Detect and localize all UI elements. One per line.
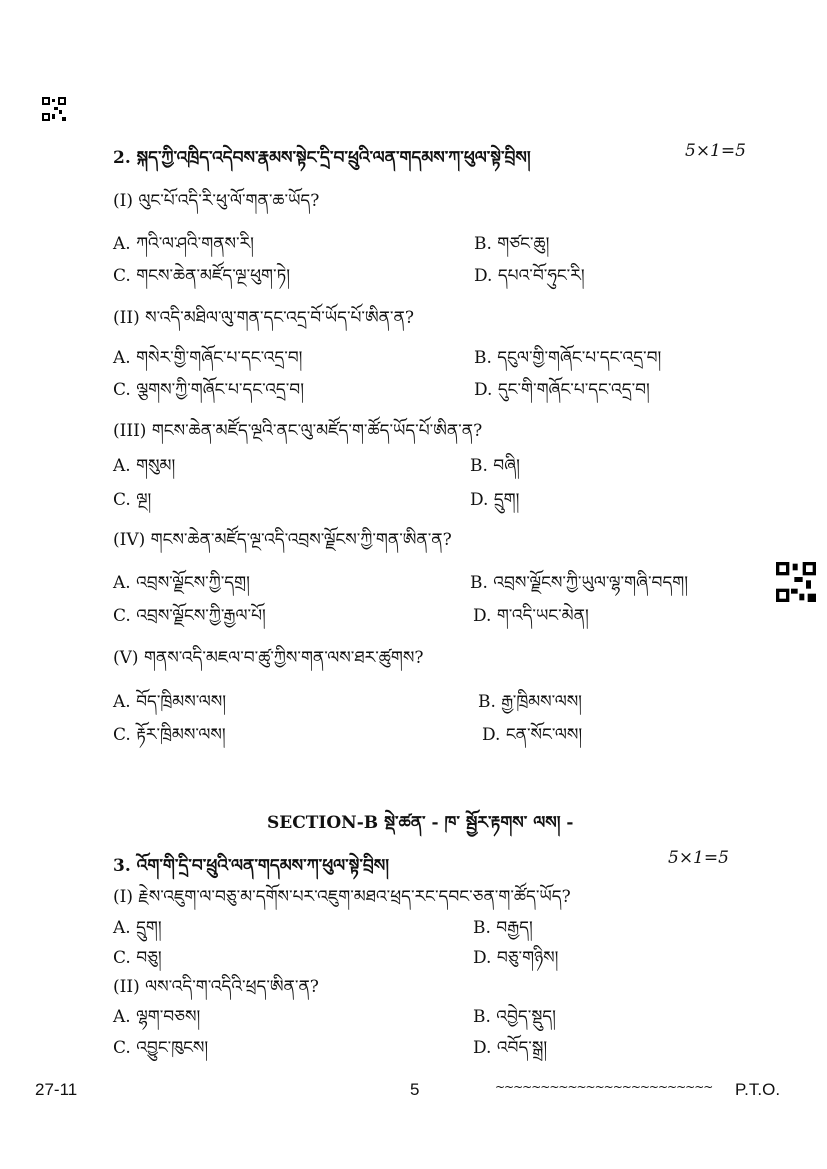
question-2-sub-5: (V) གནས་འདི་མཇལ་བ་ཚུ་ཀྱིས་གན་ལས་ཐར་ཚུགས? [113,648,424,668]
question-3-marks: 5×1=5 [668,848,729,868]
section-b-label: SECTION-B [267,813,379,833]
option-a: A. ལྷག་བཅས། [113,1007,201,1027]
question-2-marks: 5×1=5 [685,141,746,161]
wavy-divider: ~~~~~~~~~~~~~~~~~~~~~~~~ [495,1080,713,1094]
option-a: A. གསུམ། [113,456,176,476]
page-number: 5 [410,1080,420,1099]
section-b-heading [267,803,574,851]
question-3-sub-1: (I) རྗེས་འཇུག་ལ་བཅུ་མ་དགོས་པར་འཇུག་མཐའ་ཕྲད་རང་དབང་ཅན་ག་ཚོད་ཡོད? [113,887,571,907]
option-c: C. རྟོར་ཁྲིམས་ལས། [113,725,226,745]
option-b: B. འབྱེད་སྡུད། [473,1007,556,1027]
option-d: D. དུང་གི་གཞོང་པ་དང་འདྲ་བ། [474,380,650,400]
option-c: C. བཅུ། [113,948,162,968]
option-d: D. བཅུ་གཉིས། [473,948,559,968]
question-2-heading: 2. སྐད་ཀྱི་འཁྲིད་འདེབས་རྣམས་སྟེང་དྲི་བ་ཕྲུའི་ལན་གདམས་ཀ་ཕུལ་སྟེ་བྲིས། [113,148,531,168]
option-c: C. ལྕགས་ཀྱི་གཞོང་པ་དང་འདྲ་བ། [113,380,304,400]
section-b-tibetan: སྡེ་ཚན་ - ཁ་ སྦྱོར་རྟགས་ ལས། - [384,813,574,833]
option-a: A. དྲུག། [113,918,162,938]
option-a: A. གསེར་གྱི་གཞོང་པ་དང་འདྲ་བ། [113,348,303,368]
question-2-sub-4: (IV) གངས་ཆེན་མཛོད་ལྔ་འདི་འབྲས་ལྗོངས་ཀྱི་གན་ཨིན་ན? [113,530,452,550]
option-b: B. བརྒྱད། [473,918,533,938]
option-b: B. བཞི། [470,456,520,476]
option-d: D. འབོད་སྒྲ། [473,1038,548,1058]
option-a: A. འབྲས་ལྗོངས་ཀྱི་དགྲ། [113,573,250,593]
option-d: D. དཔའ་བོ་ཧུང་རི། [474,266,585,286]
pto-label: P.T.O. [735,1080,781,1099]
option-b: B. འབྲས་ལྗོངས་ཀྱི་ཡུལ་ལྷ་གཞི་བདག། [470,573,689,593]
paper-code: 27-11 [35,1080,78,1099]
option-d: D. ངན་སོང་ལས། [482,725,583,745]
option-a: A. བོད་ཁྲིམས་ལས། [113,692,227,712]
option-c: C. འབྱུང་ཁུངས། [113,1038,209,1058]
option-d: D. ག་འདི་ཡང་མེན། [473,606,589,626]
qr-code-icon [42,97,66,121]
question-2-sub-1: (I) ལུང་པོ་འདི་རི་ཕུ་ལོ་གན་ཆ་ཡོད? [113,191,320,211]
option-d: D. དྲུག། [470,490,520,510]
option-a: A. ཀའི་ལ་ཤའི་གནས་རི། [113,234,254,254]
option-c: C. ལྔ། [113,490,152,510]
option-b: B. དངུལ་གྱི་གཞོང་པ་དང་འདྲ་བ། [474,348,662,368]
option-b: B. གཙང་ཆུ། [474,234,550,254]
question-3-sub-2: (II) ལས་འདི་ག་འདིའི་ཕྲད་ཨིན་ན? [113,977,319,997]
option-c: C. འབྲས་ལྗོངས་ཀྱི་རྒྱལ་པོ། [113,606,266,626]
question-2-sub-2: (II) ས་འདི་མཐིལ་ལུ་གན་དང་འདྲ་བོ་ཡོད་པོ་ཨིན་ན? [113,308,414,328]
option-c: C. གངས་ཆེན་མཛོད་ལྔ་ཕུག་ཏེ། [113,266,291,286]
question-3-heading: 3. འོག་གི་དྲི་བ་ཕྲུའི་ལན་གདམས་ཀ་ཕུལ་སྟེ་བྲིས། [113,856,390,876]
qr-code-icon [776,562,816,602]
question-2-sub-3: (III) གངས་ཆེན་མཛོད་ལྔའི་ནང་ལུ་མཛོད་ག་ཚོད་ཡོད་པོ་ཨིན་ན? [113,421,483,441]
option-b: B. རྒྱ་ཁྲིམས་ལས། [478,692,582,712]
